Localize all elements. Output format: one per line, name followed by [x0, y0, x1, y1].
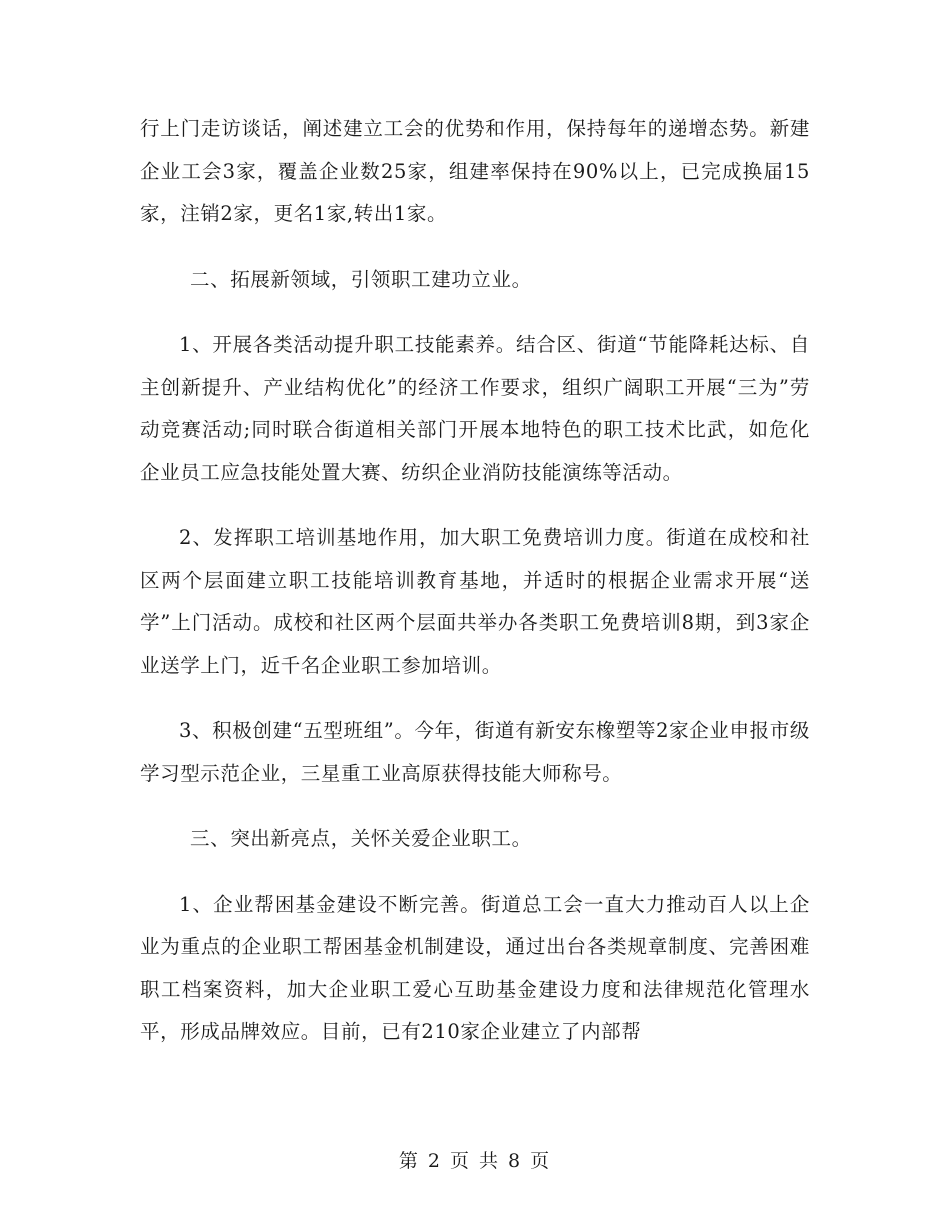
- paragraph-skills-activities: 1、开展各类活动提升职工技能素养。结合区、街道“节能降耗达标、自主创新提升、产业结构优化”的经济工作要求，组织广阔职工开展“三为”劳动竞赛活动;同时联合街道相关部门开展本地特色的职工技术比武，如危化企业员工应急技能处置大赛、纺织企业消防技能演练等活动。: [140, 333, 810, 484]
- paragraph-five-type-teams: 3、积极创建“五型班组”。今年，街道有新安东橡塑等2家企业申报市级学习型示范企业，三星重工业高原获得技能大师称号。: [140, 719, 810, 785]
- section-heading-2: 二、拓展新领域，引领职工建功立业。: [190, 267, 532, 291]
- page-number-footer: 第 2 页 共 8 页: [398, 1150, 552, 1172]
- paragraph-continuation: 行上门走访谈话，阐述建立工会的优势和作用，保持每年的递增态势。新建企业工会3家，覆盖企业数25家，组建率保持在90%以上，已完成换届15家，注销2家，更名1家,转出1家。: [140, 117, 810, 225]
- document-body: [140, 108, 810, 1077]
- paragraph-relief-fund: 1、企业帮困基金建设不断完善。街道总工会一直大力推动百人以上企业为重点的企业职工帮困基金机制建设，通过出台各类规章制度、完善困难职工档案资料，加大企业职工爱心互助基金建设力度和法律规范化管理水平，形成品牌效应。目前，已有210家企业建立了内部帮: [140, 892, 810, 1043]
- section-heading-3: 三、突出新亮点，关怀关爱企业职工。: [190, 827, 532, 850]
- paragraph-training-base: 2、发挥职工培训基地作用，加大职工免费培训力度。街道在成校和社区两个层面建立职工技能培训教育基地，并适时的根据企业需求开展“送学”上门活动。成校和社区两个层面共举办各类职工免费培训8期，到3家企业送学上门，近千名企业职工参加培训。: [140, 526, 810, 677]
